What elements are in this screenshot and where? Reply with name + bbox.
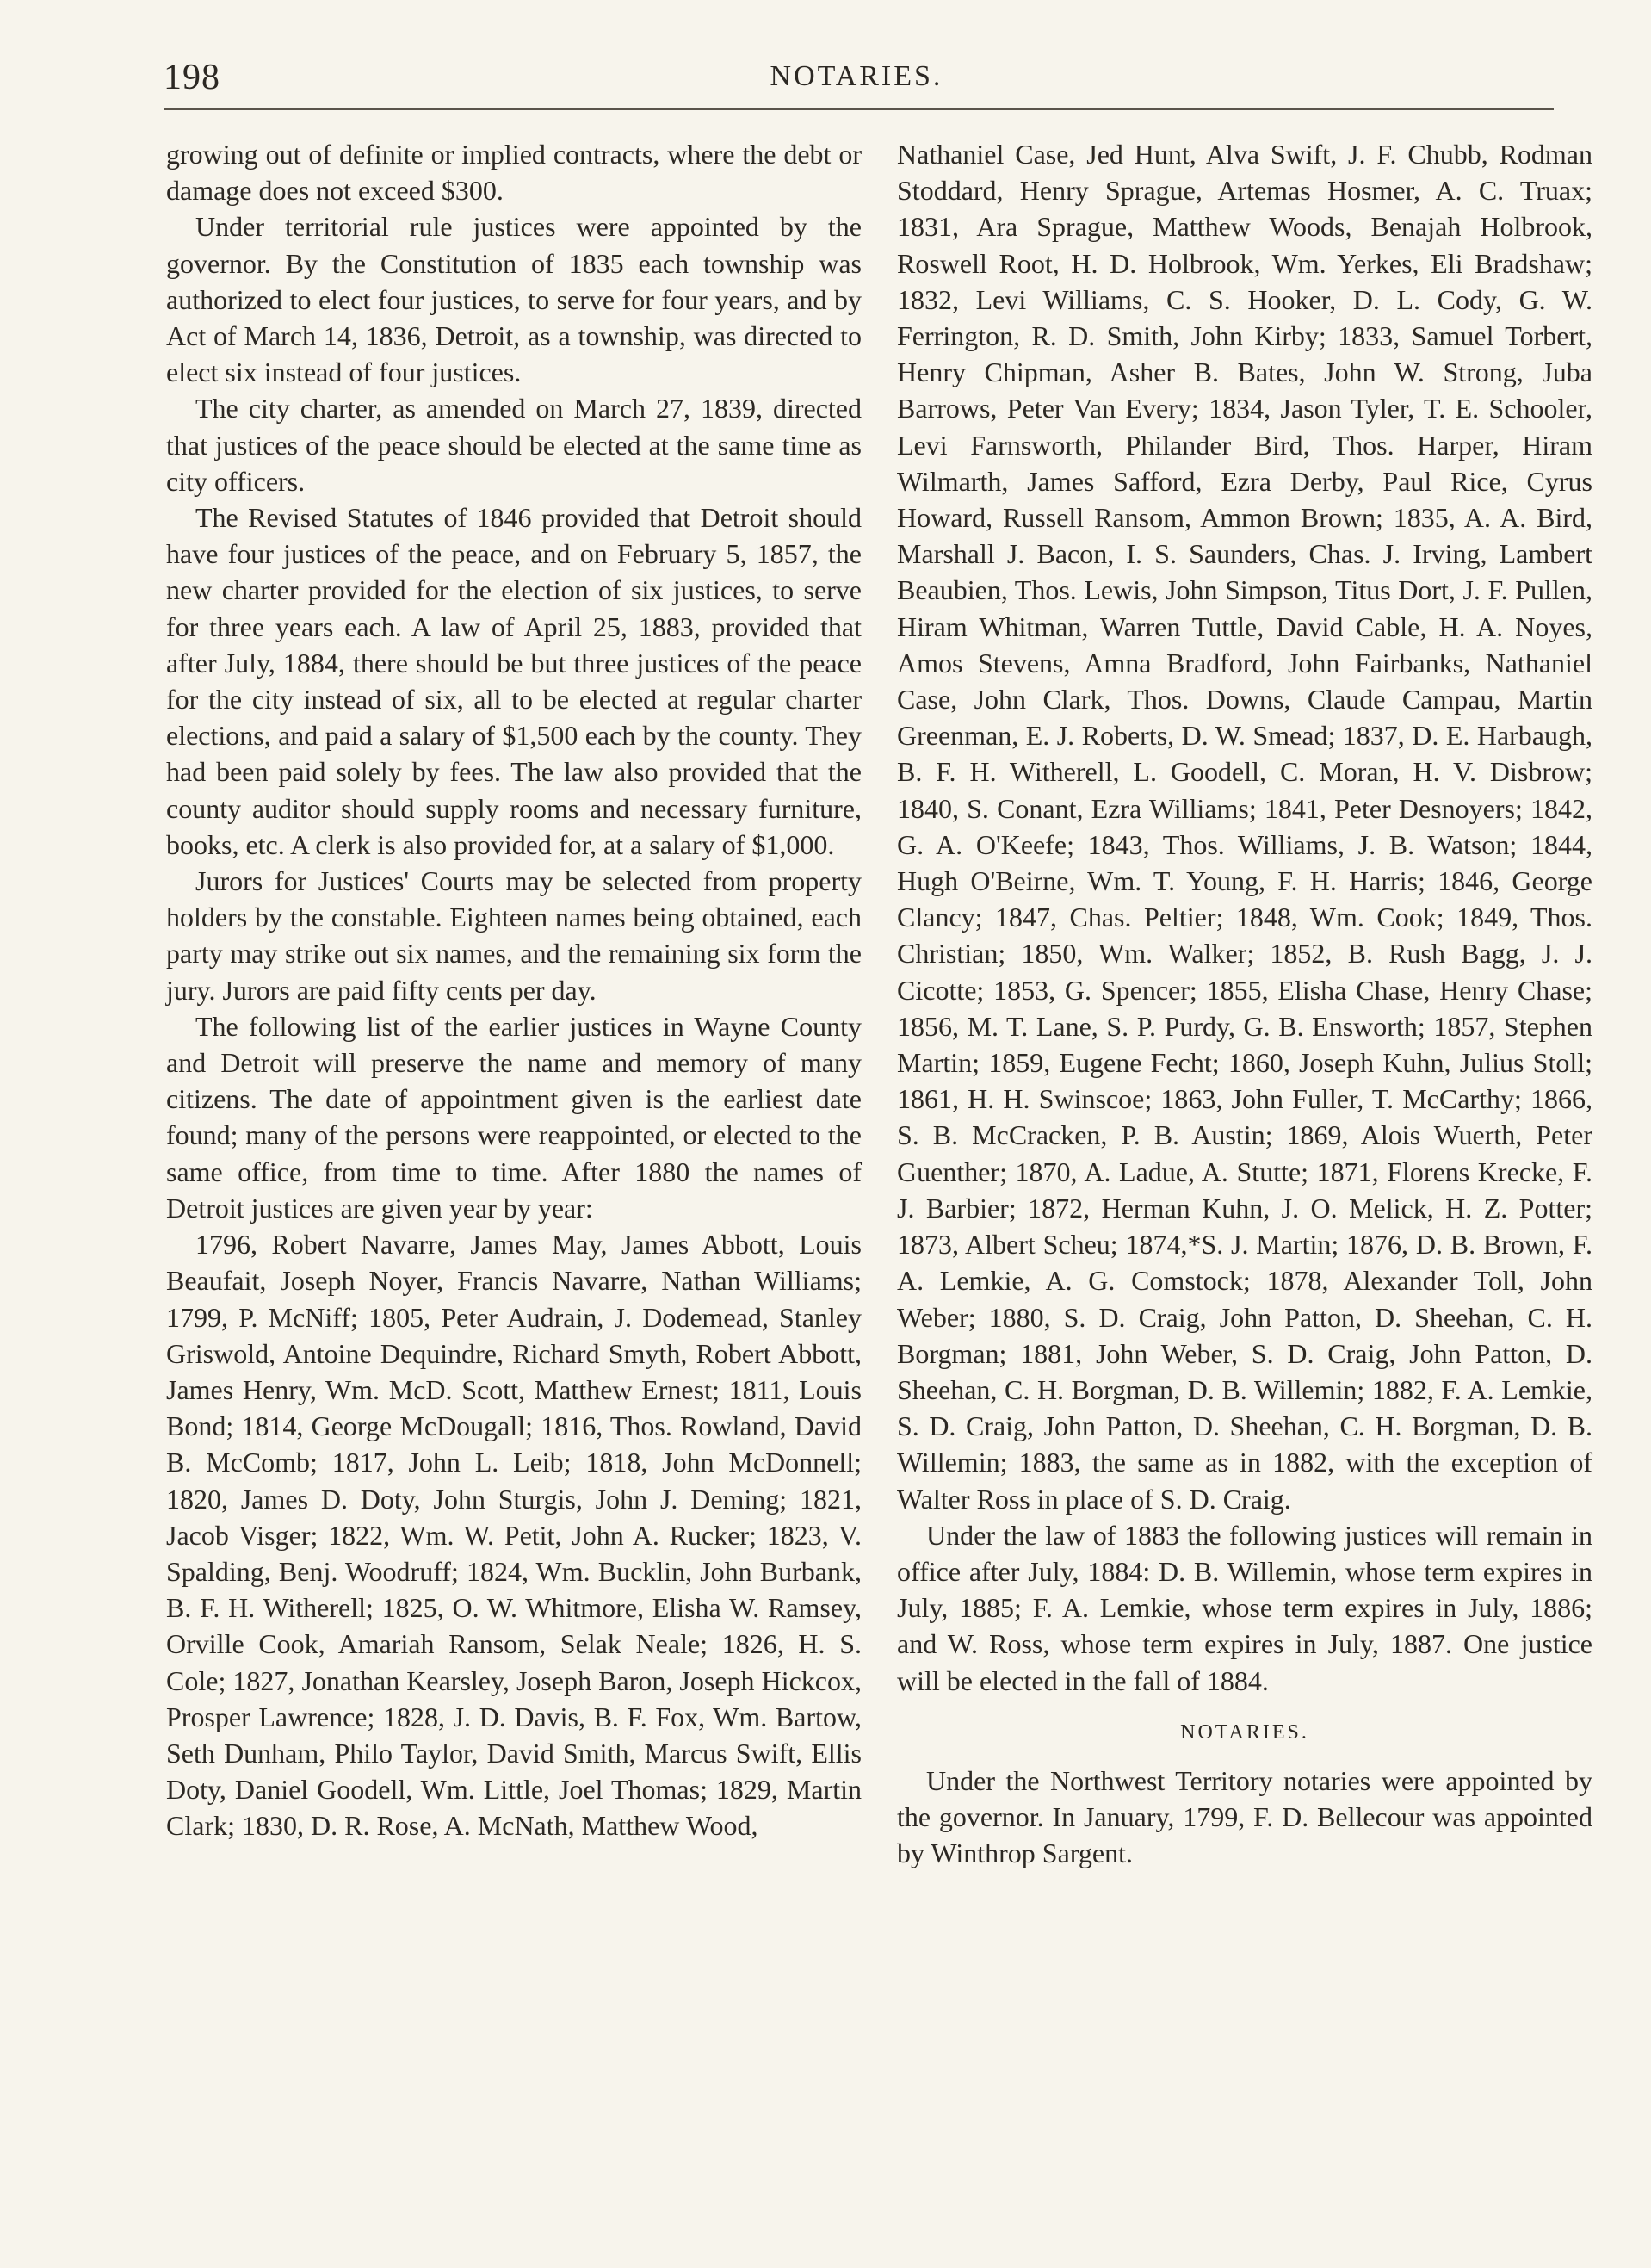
paragraph: The city charter, as amended on March 27, 1839, directed that justices of the peace should be elected at the same time as city officers.: [166, 393, 862, 497]
right-column: [897, 136, 1592, 2237]
running-title: NOTARIES.: [770, 60, 943, 92]
paragraph: Under the Northwest Territory notaries were appointed by the governor. In January, 1799, F. D. Bellecour was appointed by Winthrop Sargent.: [897, 1764, 1592, 1869]
header-rule: [164, 108, 1554, 110]
paragraph: growing out of definite or implied contracts, where the debt or damage does not exceed $300.: [166, 139, 862, 207]
section-heading-notaries: NOTARIES.: [1180, 1720, 1309, 1744]
paragraph: Under the law of 1883 the following justices will remain in office after July, 1884: D. B. Willemin, whose term expires in July, 1885; F. A. Lemkie, whose term expires in July, 1886; and W. Ross, whose term expires in July, 1887. One justice will be elected in the fall of 1884.: [897, 1519, 1592, 1696]
paragraph: Jurors for Justices' Courts may be selected from property holders by the constable. Eighteen names being obtained, each party may strike out six names, and the remaining six form the jury. Jurors are paid fifty cents per day.: [166, 865, 862, 1006]
left-column: [166, 136, 862, 2237]
paragraph: Under territorial rule justices were appointed by the governor. By the Constitution of 1835 each township was authorized to elect four justices, to serve for four years, and by Act of March 14, 1836, Detroit, as a township, was directed to elect six instead of four justices.: [166, 211, 862, 388]
justices-list-continued: Nathaniel Case, Jed Hunt, Alva Swift, J. F. Chubb, Rodman Stoddard, Henry Sprague, Artemas Hosmer, A. C. Truax; 1831, Ara Sprague, Matthew Woods, Benajah Holbrook, Roswell Root, H. D. Holbrook, Wm. Yerkes, Eli Bradshaw; 1832, Levi Williams, C. S. Hooker, D. L. Cody, G. W. Ferrington, R. D. Smith, John Kirby; 1833, Samuel Torbert, Henry Chipman, Asher B. Bates, John W. Strong, Juba Barrows, Peter Van Every; 1834, Jason Tyler, T. E. Schooler, Levi Farnsworth, Philander Bird, Thos. Harper, Hiram Wilmarth, James Safford, Ezra Derby, Paul Rice, Cyrus Howard, Russell Ransom, Ammon Brown; 1835, A. A. Bird, Marshall J. Bacon, I. S. Saunders, Chas. J. Irving, Lambert Beaubien, Thos. Lewis, John Simpson, Titus Dort, J. F. Pullen, Hiram Whitman, Warren Tuttle, David Cable, H. A. Noyes, Amos Stevens, Amna Bradford, John Fairbanks, Nathaniel Case, John Clark, Thos. Downs, Claude Campau, Martin Greenman, E. J. Roberts, D. W. Smead; 1837, D. E. Harbaugh, B. F. H. Witherell, L. Goodell, C. Moran, H. V. Disbrow; 1840, S. Conant, Ezra Williams; 1841, Peter Desnoyers; 1842, G. A. O'Keefe; 1843, Thos. Williams, J. B. Watson; 1844, Hugh O'Beirne, Wm. T. Young, F. H. Harris; 1846, George Clancy; 1847, Chas. Peltier; 1848, Wm. Cook; 1849, Thos. Christian; 1850, Wm. Walker; 1852, B. Rush Bagg, J. J. Cicotte; 1853, G. Spencer; 1855, Elisha Chase, Henry Chase; 1856, M. T. Lane, S. P. Purdy, G. B. Ensworth; 1857, Stephen Martin; 1859, Eugene Fecht; 1860, Joseph Kuhn, Julius Stoll; 1861, H. H. Swinscoe; 1863, John Fuller, T. McCarthy; 1866, S. B. McCracken, P. B. Austin; 1869, Alois Wuerth, Peter Guenther; 1870, A. Ladue, A. Stutte; 1871, Florens Krecke, F. J. Barbier; 1872, Herman Kuhn, J. O. Melick, H. Z. Potter; 1873, Albert Scheu; 1874,*S. J. Martin; 1876, D. B. Brown, F. A. Lemkie, A. G. Comstock; 1878, Alexander Toll, John Weber; 1880, S. D. Craig, John Patton, D. Sheehan, C. H. Borgman; 1881, John Weber, S. D. Craig, John Patton, D. Sheehan, C. H. Borgman, D. B. Willemin; 1882, F. A. Lemkie, S. D. Craig, John Patton, D. Sheehan, C. H. Borgman, D. B. Willemin; 1883, the same as in 1882, with the exception of Walter Ross in place of S. D. Craig.: [897, 139, 1592, 1515]
page-number: 198: [164, 58, 220, 97]
paragraph: The following list of the earlier justices in Wayne County and Detroit will preserve the name and memory of many citizens. The date of appointment given is the earliest date found; many of the persons were reappointed, or elected to the same office, from time to time. After 1880 the names of Detroit justices are given year by year:: [166, 1010, 862, 1224]
page-header: [164, 50, 1549, 102]
justices-list-paragraph: 1796, Robert Navarre, James May, James Abbott, Louis Beaufait, Joseph Noyer, Francis Navarre, Nathan Williams; 1799, P. McNiff; 1805, Peter Audrain, J. Dodemead, Stanley Griswold, Antoine Dequindre, Richard Smyth, Robert Abbott, James Henry, Wm. McD. Scott, Matthew Ernest; 1811, Louis Bond; 1814, George McDougall; 1816, Thos. Rowland, David B. McComb; 1817, John L. Leib; 1818, John McDonnell; 1820, James D. Doty, John Sturgis, John J. Deming; 1821, Jacob Visger; 1822, Wm. W. Petit, John A. Rucker; 1823, V. Spalding, Benj. Woodruff; 1824, Wm. Bucklin, John Burbank, B. F. H. Witherell; 1825, O. W. Whitmore, Elisha W. Ramsey, Orville Cook, Amariah Ransom, Selak Neale; 1826, H. S. Cole; 1827, Jonathan Kearsley, Joseph Baron, Joseph Hickcox, Prosper Lawrence; 1828, J. D. Davis, B. F. Fox, Wm. Bartow, Seth Dunham, Philo Taylor, David Smith, Marcus Swift, Ellis Doty, Daniel Goodell, Wm. Little, Joel Thomas; 1829, Martin Clark; 1830, D. R. Rose, A. McNath, Matthew Wood,: [166, 1229, 862, 1842]
paragraph: The Revised Statutes of 1846 provided that Detroit should have four justices of the peace, and on February 5, 1857, the new charter provided for the election of six justices, to serve for three years each. A law of April 25, 1883, provided that after July, 1884, there should be but three justices of the peace for the city instead of six, all to be elected at regular charter elections, and paid a salary of $1,500 each by the county. They had been paid solely by fees. The law also provided that the county auditor should supply rooms and necessary furniture, books, etc. A clerk is also provided for, at a salary of $1,000.: [166, 502, 862, 860]
